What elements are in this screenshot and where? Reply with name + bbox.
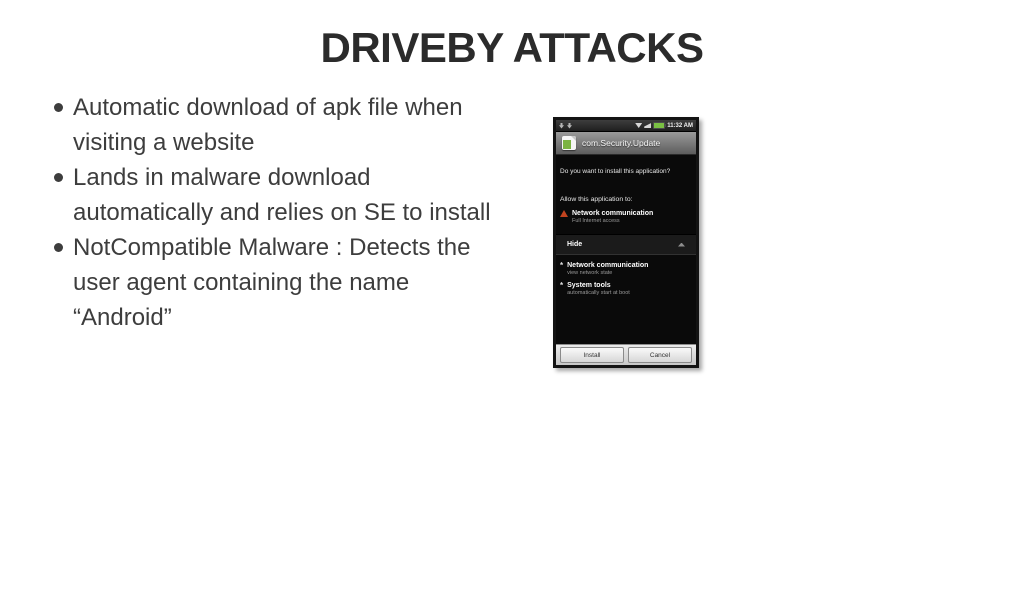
install-question: Do you want to install this application?	[560, 168, 671, 175]
wifi-icon	[635, 123, 642, 128]
permission-name: System tools	[567, 282, 611, 289]
bullet-list	[52, 90, 562, 335]
bullet-dot	[54, 243, 63, 252]
bullet-item	[52, 160, 562, 230]
permission-warning	[560, 210, 692, 225]
bullet-line: user agent containing the name	[73, 269, 410, 296]
bullet-line: Automatic download of apk file when	[73, 94, 463, 121]
hide-toggle[interactable]	[556, 234, 696, 255]
bullet-line: visiting a website	[73, 129, 255, 156]
bullet-item	[52, 90, 562, 160]
app-icon-fold-shape	[571, 136, 576, 141]
bullet-dot	[54, 103, 63, 112]
permission-detail: view network state	[567, 270, 613, 276]
allow-label: Allow this application to:	[560, 196, 633, 203]
bullet-item	[52, 230, 562, 335]
collapse-arrow-icon	[678, 243, 685, 247]
permission-detail: automatically start at boot	[567, 290, 630, 296]
download-icon	[567, 123, 572, 129]
permission-text	[572, 210, 653, 225]
phone-status-bar	[556, 120, 696, 132]
permission-list	[560, 262, 692, 297]
install-button[interactable]: Install	[560, 347, 624, 363]
bullet-dot	[54, 173, 63, 182]
status-icons	[635, 122, 693, 129]
download-icon	[559, 123, 564, 129]
bullet-line: Lands in malware download	[73, 164, 371, 191]
app-icon-green-shape	[563, 140, 571, 149]
phone-button-bar	[556, 344, 696, 365]
battery-icon	[653, 122, 665, 129]
permission-detail: Full Internet access	[572, 218, 620, 224]
bullet-line: NotCompatible Malware : Detects the	[73, 234, 471, 261]
app-icon	[562, 136, 576, 150]
cancel-button[interactable]: Cancel	[628, 347, 692, 363]
permission-name: Network communication	[572, 210, 654, 217]
phone-screenshot	[553, 117, 699, 368]
slide-title: DRIVEBY ATTACKS	[320, 24, 704, 71]
bullet-line: “Android”	[73, 304, 172, 331]
permission-text	[567, 262, 648, 277]
hide-label: Hide	[567, 241, 583, 248]
app-name: com.Security.Update	[582, 138, 661, 148]
permission-text	[567, 282, 630, 297]
bullet-line: automatically and relies on SE to install	[73, 199, 491, 226]
permission-name: Network communication	[567, 262, 649, 269]
asterisk-bullet: *	[560, 261, 564, 270]
permission-item	[560, 282, 692, 297]
signal-icon	[644, 123, 651, 128]
status-time: 11:32 AM	[667, 122, 693, 129]
permission-item	[560, 262, 692, 277]
phone-title-bar	[556, 132, 696, 155]
asterisk-bullet: *	[560, 281, 564, 290]
warning-icon	[560, 210, 568, 217]
